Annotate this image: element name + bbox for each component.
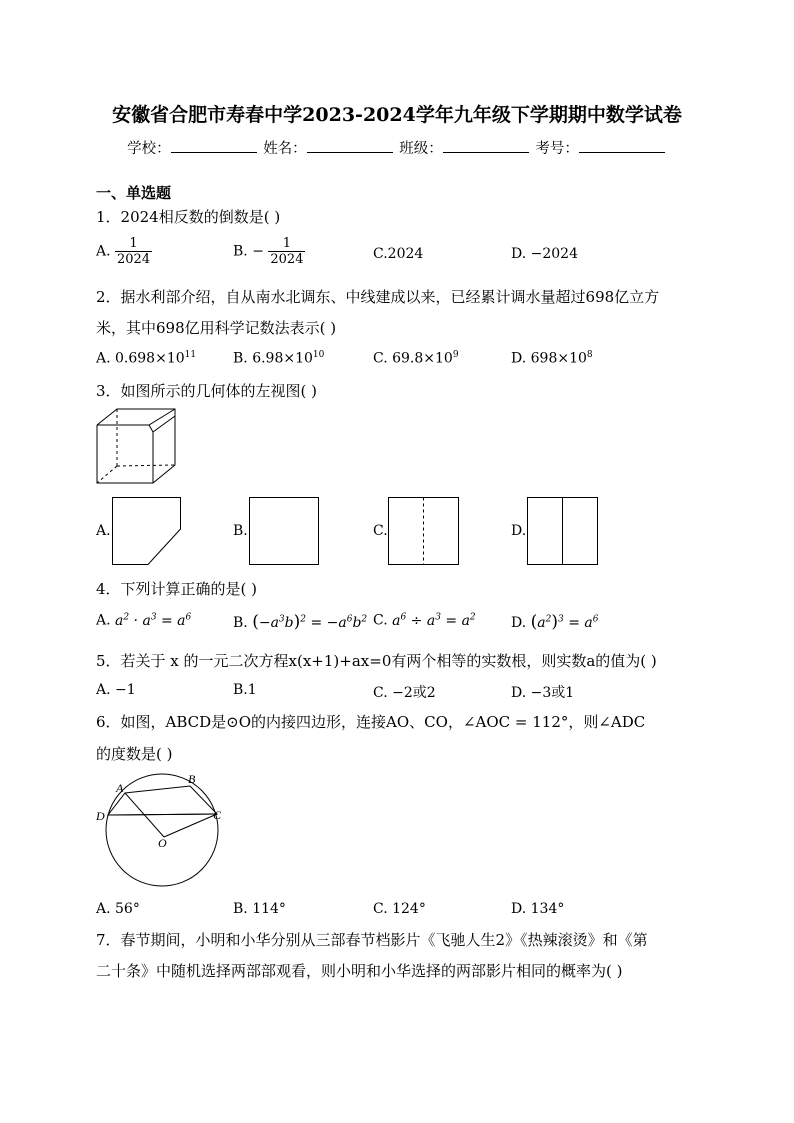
q7-stem-line1: 7．春节期间，小明和小华分别从三部春节档影片《飞驰人生2》《热辣滚烫》和《第 [96,931,648,949]
q1-option-b [233,236,305,267]
q3-option-b-label: B. [233,523,248,539]
q6-option-b: B. 114° [233,901,286,917]
q6-label-b: B [188,772,196,786]
q1-option-d: D. −2024 [511,246,578,262]
q2-d-exp: 8 [586,350,593,360]
q2-option-a [96,350,196,367]
name-label: 姓名： [263,141,307,157]
school-label: 学校： [127,141,171,157]
q7-stem-line2: 二十条》中随机选择两部部观看，则小明和小华选择的两部影片相同的概率为( ) [96,962,623,980]
q4-option-c [373,612,476,629]
q5-option-d: D. −3或1 [511,685,575,701]
q2-stem-line2: 米，其中698亿用科学记数法表示( ) [96,319,337,337]
q3-option-c-figure [388,497,459,565]
number-blank[interactable] [579,140,665,153]
q4-d-expression: $(a^2)^3 = a^6$ [530,612,599,632]
q1-b-den: 2024 [270,252,304,267]
q2-c-text: C. 69.8×10 [373,350,453,367]
q2-option-b [233,350,324,367]
q6-label-a: A [116,781,124,795]
q3-stem: 3．如图所示的几何体的左视图( ) [96,382,318,400]
q2-stem-line1: 2．据水利部介绍，自从南水北调东、中线建成以来，已经累计调水量超过698亿立方 [96,288,660,306]
q1-b-label: B. − [233,243,264,260]
q6-option-a: A. 56° [96,901,140,917]
q2-option-c [373,350,459,367]
q4-c-expression: $a^6 \div a^3 = a^2$ [392,612,476,629]
q1-a-label: A. [96,243,111,260]
q2-option-d [511,350,593,367]
q1-b-fraction [268,236,305,267]
q2-b-text: B. 6.98×10 [233,350,313,367]
q3-option-d-figure [527,497,598,565]
q1-stem: 1．2024相反数的倒数是( ) [96,208,281,226]
exam-title: 安徽省合肥市寿春中学2023-2024学年九年级下学期期中数学试卷 [112,104,682,126]
q3-solid-figure [95,408,179,486]
q2-c-exp: 9 [452,350,459,360]
q1-option-a [96,236,152,267]
q3-option-a-figure [112,497,182,565]
section-heading: 一、单选题 [96,184,172,202]
q3-option-c-label: C. [373,523,388,539]
school-blank[interactable] [171,140,257,153]
q6-option-c: C. 124° [373,901,426,917]
q1-a-num: 1 [115,236,152,252]
q1-option-c: C.2024 [373,246,424,262]
q4-b-expression: $(-a^3b)^2 = -a^6b^2$ [252,612,368,632]
student-info-line [0,137,794,158]
q5-option-b: B.1 [233,682,257,698]
class-label: 班级： [399,141,443,157]
q6-stem-line1: 6．如图，ABCD是⊙O的内接四边形，连接AO、CO，∠AOC = 112°，则∠ADC [96,713,646,731]
q6-label-c: C [213,808,222,822]
q4-a-expression: $a^2 \cdot a^3 = a^6$ [115,612,192,629]
q6-label-o: O [158,836,167,850]
q5-stem: 5．若关于 x 的一元二次方程x(x+1)+ax=0有两个相等的实数根，则实数a的值为( ) [96,652,657,670]
number-label: 考号： [535,141,579,157]
q3-option-a-label: A. [96,523,111,539]
q6-option-d: D. 134° [511,901,565,917]
q2-a-text: A. 0.698×10 [96,350,185,367]
q1-b-num: 1 [268,236,305,252]
q5-option-c: C. −2或2 [373,685,436,701]
q4-c-label: C. [373,612,388,629]
class-blank[interactable] [443,140,529,153]
q1-a-den: 2024 [117,252,151,267]
q2-d-text: D. 698×10 [511,350,587,367]
q2-b-exp: 10 [312,350,325,360]
q3-option-d-label: D. [511,523,527,539]
q6-stem-line2: 的度数是( ) [96,745,173,763]
q6-circle-figure [92,770,242,895]
q4-stem: 4．下列计算正确的是( ) [96,580,258,598]
name-blank[interactable] [307,140,393,153]
q4-a-label: A. [96,612,111,629]
q4-d-label: D. [511,615,527,631]
q4-option-a [96,612,191,629]
q3-option-b-figure [249,497,319,565]
q5-option-a: A. −1 [96,682,136,698]
q4-option-b [233,612,367,632]
q2-a-exp: 11 [184,350,197,360]
q1-a-fraction [115,236,152,267]
q4-b-label: B. [233,615,248,631]
q4-option-d [511,612,598,632]
q6-label-d: D [96,809,105,823]
